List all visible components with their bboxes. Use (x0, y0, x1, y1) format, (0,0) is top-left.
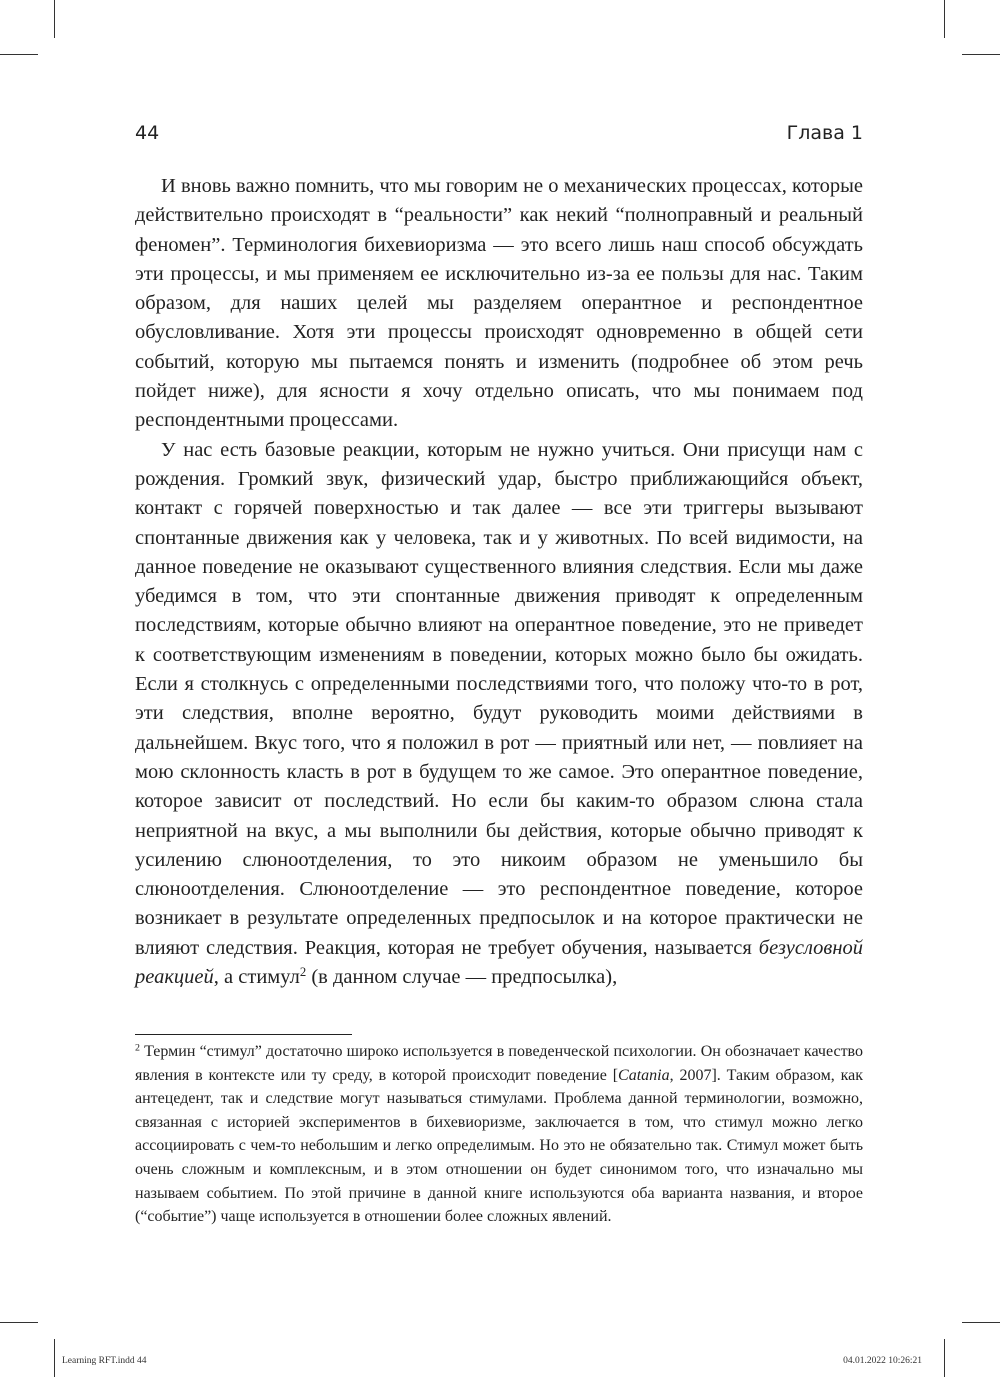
footnote-text-b: , 2007]. Таким образом, как антецедент, так и следствие могут называться стимулами. Проблема данной терминологии, возможно, связанная с историей экспериментов в бихевиоризме, заключается в том, что стимул можно легко ассоциировать с чем-то небольшим и легко определимым. Но это не обязательно так. Стимул может быть очень сложным и комплексным, и в этом отношении он будет синонимом того, что изначально мы называем событием. По этой причине в данной книге используются оба варианта названия, и второе (“событие”) чаще используется в отношении более сложных явлений. (135, 1066, 863, 1226)
term-unconditioned-response: безусловной реакцией (135, 936, 863, 989)
body-text (135, 172, 863, 992)
crop-mark-top-right (944, 0, 945, 38)
footnote-marker: 2 (135, 1042, 140, 1054)
footnote (135, 1040, 863, 1229)
crop-mark-bottom-left (54, 1339, 55, 1377)
footnote-rule (135, 1034, 352, 1035)
paragraph-2-text-b: , а стимул (213, 966, 300, 989)
paragraph-2-text-c: (в данном случае — предпосылка), (306, 966, 618, 989)
footnote-reference: 2 (299, 965, 307, 980)
slug-file-name: Learning RFT.indd 44 (62, 1356, 147, 1366)
crop-mark-right-bottom (962, 1322, 1000, 1323)
crop-mark-top-left (54, 0, 55, 38)
running-head (135, 122, 863, 152)
paragraph-1: И вновь важно помнить, что мы говорим не о механических процессах, которые действительно происходят в “реальности” как некий “полноправный и реальный феномен”. Терминология бихевиоризма — это всего лишь наш способ обсуждать эти процессы, и мы применяем ее исключительно из-за ее пользы для нас. Таким образом, для наших целей мы разделяем оперантное и респондентное обусловливание. Хотя эти процессы происходят одновременно в общей сети событий, которую мы пытаемся понять и изменить (подробнее об этом речь пойдет ниже), для ясности я хочу отдельно описать, что мы понимаем под респондентными процессами. (135, 175, 863, 432)
crop-mark-right-top (962, 54, 1000, 55)
page-number: 44 (135, 122, 160, 144)
slug-timestamp: 04.01.2022 10:26:21 (843, 1356, 922, 1366)
crop-mark-bottom-right (944, 1339, 945, 1377)
footnote-text (135, 1040, 863, 1229)
crop-mark-left-top (0, 54, 38, 55)
crop-mark-left-bottom (0, 1322, 38, 1323)
paragraph-2 (135, 436, 863, 993)
footnote-text-a: Термин “стимул” достаточно широко используется в поведенческой психологии. Он обозначает качество явления в контексте или ту среду, в которой происходит поведение [ (135, 1043, 863, 1084)
footnote-citation: Catania (618, 1066, 670, 1084)
chapter-title: Глава 1 (786, 122, 863, 144)
paragraph-2-text-a: У нас есть базовые реакции, которым не нужно учиться. Они присущи нам с рождения. Громкий звук, физический удар, быстро приближающийся объект, контакт с горячей поверхностью и так далее — все эти триггеры вызывают спонтанные движения как у человека, так и у животных. По всей видимости, на данное поведение не оказывают существенного влияния следствия. Если мы даже убедимся в том, что эти спонтанные движения приводят к определенным последствиям, которые обычно влияют на оперантное поведение, это не приведет к соответствующим изменениям в поведении, которых можно было бы ожидать. Если я столкнусь с определенными последствиями того, что положу что-то в рот, эти следствия, вполне вероятно, будут руководить моими действиями в дальнейшем. Вкус того, что я положил в рот — приятный или нет, — повлияет на мою склонность класть в рот в будущем то же самое. Это оперантное поведение, которое зависит от последствий. Но если бы каким-то образом слюна стала неприятной на вкус, а мы выполнили бы действия, которые обычно приводят к усилению слюноотделения, то это никоим образом не уменьшило бы слюноотделения. Слюноотделение — это респондентное поведение, которое возникает в результате определенных предпосылок и на которое практически не влияют следствия. Реакция, которая не требует обучения, называется (135, 438, 863, 959)
